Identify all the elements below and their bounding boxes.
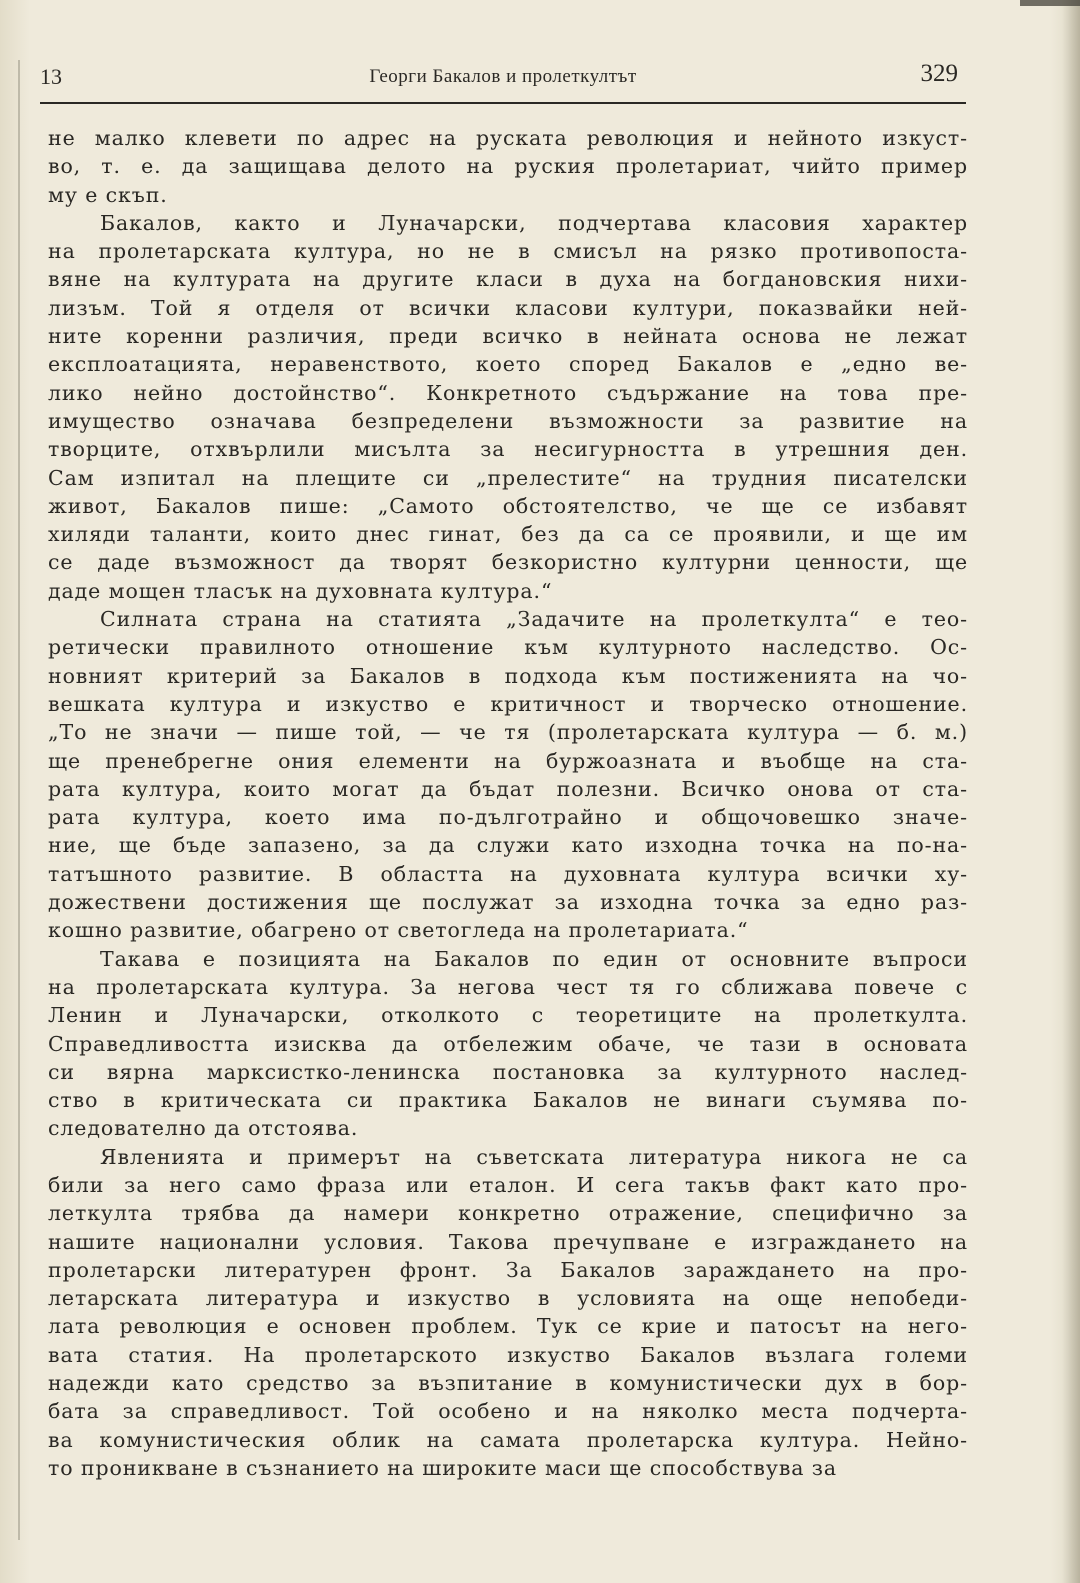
text-line: експлоатацията, неравенството, което според Бакалов е „едно ве- [48,352,968,377]
text-line: леткулта трябва да намери конкретно отражение, специфично за [48,1201,968,1226]
text-line: Явленията и примерът на съветската литература никога не са [100,1144,968,1169]
running-title: Георги Бакалов и пролеткултът [369,66,637,87]
text-line: то проникване в съзнанието на широките маси ще способствува за [48,1455,837,1480]
gutter-line [18,60,20,1540]
text-line: Силната страна на статията „Задачите на пролеткулта“ е тео- [100,607,968,632]
paragraph [48,1143,968,1483]
text-line: вешката култура и изкуство е критичност и творческо отношение. [48,691,968,716]
text-line: татъшното развитие. В областта на духовната култура всички ху- [48,861,968,886]
text-line: пролетарски литературен фронт. За Бакалов зараждането на про- [48,1257,968,1282]
text-line: дожествени достижения ще послужат за изходна точка за едно раз- [48,890,968,915]
text-line: не малко клевети по адрес на руската революция и нейното изкуст- [48,126,968,150]
page-corner-mark [1020,0,1080,6]
text-line: ство в критическата си практика Бакалов не винаги съумява по- [48,1088,968,1113]
text-line: лата революция е основен проблем. Тук се крие и патосът на него- [48,1314,968,1339]
text-line: во, т. е. да защищава делото на руския пролетариат, чийто пример [48,154,968,179]
text-line: творците, отхвърлили мисълта за несигурността в утрешния ден. [48,437,968,462]
text-line: нашите национални условия. Такова пречупване е изграждането на [48,1229,968,1254]
text-line: имущество означава безпределени възможности за развитие на [48,408,968,433]
text-line: били за него само фраза или еталон. И сега такъв факт като про- [48,1172,968,1197]
text-line: му е скъп. [48,182,168,207]
text-line: ва комунистическия облик на самата пролетарска култура. Нейно- [48,1427,968,1452]
running-header [40,60,966,104]
text-line: лизъм. Той я отделя от всички класови култури, показвайки ней- [48,295,968,320]
text-line: се даде възможност да творят безкористно културни ценности, ще [48,550,968,575]
text-line: даде мощен тласък на духовната култура.“ [48,578,553,603]
page-number: 329 [920,60,958,87]
text-line: кошно развитие, обагрено от светогледа на пролетариата.“ [48,918,749,943]
text-line: Справедливостта изисква да отбележим обаче, че тази в основата [48,1031,968,1056]
text-line: хиляди таланти, които днес гинат, без да са се проявили, и ще им [48,522,968,547]
text-line: ретически правилното отношение към културното наследство. Ос- [48,635,968,660]
text-line: на пролетарската култура, но не в смисъл на рязко противопоста- [48,239,968,264]
text-line: „То не значи — пише той, — че тя (пролетарската култура — б. м.) [48,720,968,745]
text-line: вяне на културата на другите класи в духа на богдановския нихи- [48,267,968,292]
text-line: вата статия. На пролетарското изкуство Бакалов възлага големи [48,1342,968,1367]
text-line: ните коренни различия, преди всичко в нейната основа не лежат [48,324,968,349]
body-text [48,124,968,1482]
text-line: си вярна марксистко-ленинска постановка за културното наслед- [48,1059,968,1084]
paragraph [48,209,968,605]
paragraph [48,605,968,945]
text-line: лико нейно достойнство“. Конкретното съдържание на това пре- [48,380,968,405]
text-line: надежди като средство за възпитание в комунистически дух в бор- [48,1371,968,1396]
text-line: на пролетарската култура. За негова чест тя го сближава повече с [48,974,968,999]
page-edge-shadow [1062,0,1080,1583]
text-line: Ленин и Луначарски, отколкото с теоретиците на пролеткулта. [48,1003,968,1028]
text-line: рата култура, които могат да бъдат полезни. Всичко онова от ста- [48,776,968,801]
text-line: Сам изпитал на плещите си „прелестите“ на трудния писателски [48,465,968,490]
text-line: Бакалов, както и Луначарски, подчертава класовия характер [100,210,968,235]
signature-mark: 13 [40,64,62,89]
text-line: живот, Бакалов пише: „Самото обстоятелство, че ще се избавят [48,493,968,518]
text-line: следователно да отстоява. [48,1116,359,1141]
text-line: бата за справедливост. Той особено и на няколко места подчерта- [48,1399,968,1424]
text-line: летарската литература и изкуство в условията на още непобеди- [48,1286,968,1311]
text-line: Такава е позицията на Бакалов по един от основните въпроси [100,946,968,971]
text-line: новният критерий за Бакалов в подхода към постиженията на чо- [48,663,968,688]
paragraph [48,124,968,209]
text-line: ще пренебрегне ония елементи на буржоазната и въобще на ста- [48,748,968,773]
text-line: ние, ще бъде запазено, за да служи като изходна точка на по-на- [48,833,968,858]
text-line: рата култура, което има по-дълготрайно и общочовешко значе- [48,805,968,830]
paragraph [48,945,968,1143]
